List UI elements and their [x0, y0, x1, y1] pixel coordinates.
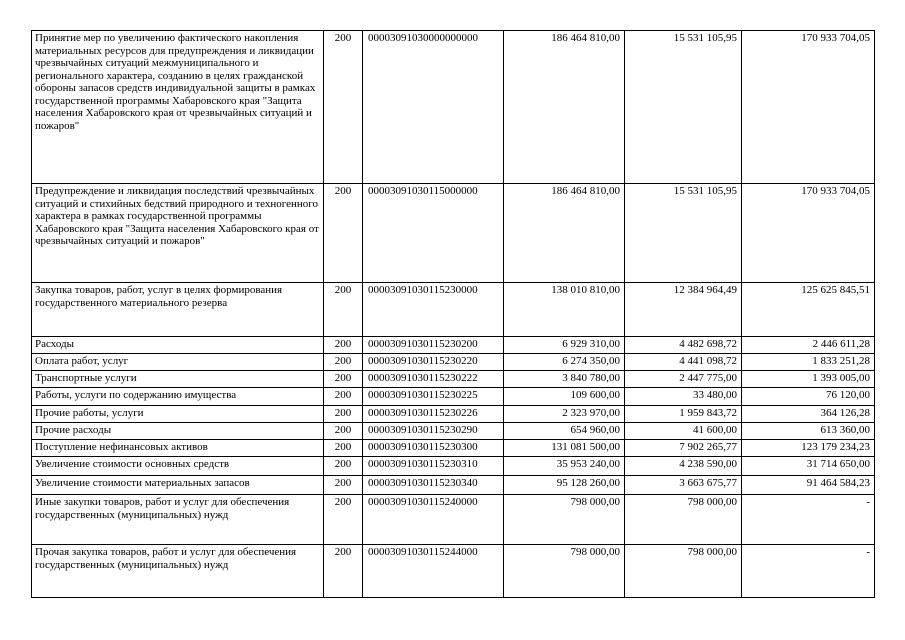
row-classification-code-cell: 00003091030115230300	[363, 440, 504, 457]
row-classification-code-cell: 00003091030115230310	[363, 457, 504, 476]
table-row	[32, 545, 875, 598]
row-code-cell: 200	[324, 184, 363, 283]
table-row	[32, 457, 875, 476]
row-remaining-cell: 125 625 845,51	[742, 283, 875, 337]
table-row	[32, 337, 875, 354]
row-code-cell: 200	[324, 371, 363, 388]
table-row	[32, 184, 875, 283]
row-code-cell: 200	[324, 388, 363, 406]
row-name-cell: Принятие мер по увеличению фактического накопления материальных ресурсов для предупреждения и ликвидации чрезвычайных ситуаций межмуниципального и регионального характера, созданию в целях гражданской обороны запасов средств индивидуальной защиты в рамках государственной программы Хабаровского края "Защита населения Хабаровского края от чрезвычайных ситуаций и пожаров"	[32, 31, 324, 184]
row-remaining-cell: 1 393 005,00	[742, 371, 875, 388]
row-planned-cell: 6 274 350,00	[504, 354, 625, 371]
row-name-cell: Прочие расходы	[32, 423, 324, 440]
row-classification-code-cell: 00003091030115230290	[363, 423, 504, 440]
row-classification-code-cell: 00003091030115230340	[363, 476, 504, 495]
table-row	[32, 283, 875, 337]
row-remaining-cell: 364 126,28	[742, 406, 875, 423]
row-planned-cell: 186 464 810,00	[504, 31, 625, 184]
row-classification-code-cell: 00003091030115000000	[363, 184, 504, 283]
table-row	[32, 495, 875, 545]
row-executed-cell: 7 902 265,77	[625, 440, 742, 457]
row-remaining-cell: 123 179 234,23	[742, 440, 875, 457]
row-executed-cell: 2 447 775,00	[625, 371, 742, 388]
row-remaining-cell: 76 120,00	[742, 388, 875, 406]
row-name-cell: Транспортные услуги	[32, 371, 324, 388]
row-code-cell: 200	[324, 406, 363, 423]
row-name-cell: Расходы	[32, 337, 324, 354]
row-remaining-cell: 170 933 704,05	[742, 184, 875, 283]
table-row	[32, 371, 875, 388]
row-executed-cell: 15 531 105,95	[625, 184, 742, 283]
row-executed-cell: 15 531 105,95	[625, 31, 742, 184]
row-executed-cell: 4 238 590,00	[625, 457, 742, 476]
row-planned-cell: 6 929 310,00	[504, 337, 625, 354]
row-planned-cell: 2 323 970,00	[504, 406, 625, 423]
row-code-cell: 200	[324, 476, 363, 495]
row-remaining-cell: 2 446 611,28	[742, 337, 875, 354]
row-planned-cell: 109 600,00	[504, 388, 625, 406]
row-name-cell: Увеличение стоимости основных средств	[32, 457, 324, 476]
row-classification-code-cell: 00003091030115230200	[363, 337, 504, 354]
row-remaining-cell: 91 464 584,23	[742, 476, 875, 495]
row-name-cell: Поступление нефинансовых активов	[32, 440, 324, 457]
row-code-cell: 200	[324, 545, 363, 598]
row-planned-cell: 186 464 810,00	[504, 184, 625, 283]
row-code-cell: 200	[324, 457, 363, 476]
row-remaining-cell: 31 714 650,00	[742, 457, 875, 476]
table-row	[32, 388, 875, 406]
row-planned-cell: 95 128 260,00	[504, 476, 625, 495]
row-executed-cell: 41 600,00	[625, 423, 742, 440]
row-planned-cell: 798 000,00	[504, 495, 625, 545]
row-name-cell: Оплата работ, услуг	[32, 354, 324, 371]
row-code-cell: 200	[324, 283, 363, 337]
table-row	[32, 406, 875, 423]
row-classification-code-cell: 00003091030115244000	[363, 545, 504, 598]
row-planned-cell: 798 000,00	[504, 545, 625, 598]
table-row	[32, 423, 875, 440]
row-name-cell: Работы, услуги по содержанию имущества	[32, 388, 324, 406]
row-name-cell: Прочая закупка товаров, работ и услуг для обеспечения государственных (муниципальных) нужд	[32, 545, 324, 598]
row-executed-cell: 3 663 675,77	[625, 476, 742, 495]
table-row	[32, 31, 875, 184]
row-executed-cell: 12 384 964,49	[625, 283, 742, 337]
row-code-cell: 200	[324, 31, 363, 184]
row-code-cell: 200	[324, 337, 363, 354]
row-executed-cell: 4 482 698,72	[625, 337, 742, 354]
row-remaining-cell: -	[742, 495, 875, 545]
row-code-cell: 200	[324, 354, 363, 371]
row-remaining-cell: 170 933 704,05	[742, 31, 875, 184]
row-name-cell: Иные закупки товаров, работ и услуг для обеспечения государственных (муниципальных) нужд	[32, 495, 324, 545]
budget-execution-table	[31, 30, 875, 598]
table-row	[32, 440, 875, 457]
row-planned-cell: 3 840 780,00	[504, 371, 625, 388]
row-classification-code-cell: 00003091030115240000	[363, 495, 504, 545]
row-planned-cell: 654 960,00	[504, 423, 625, 440]
row-planned-cell: 138 010 810,00	[504, 283, 625, 337]
row-name-cell: Увеличение стоимости материальных запасов	[32, 476, 324, 495]
row-code-cell: 200	[324, 423, 363, 440]
row-planned-cell: 131 081 500,00	[504, 440, 625, 457]
row-executed-cell: 4 441 098,72	[625, 354, 742, 371]
table-row	[32, 354, 875, 371]
row-code-cell: 200	[324, 495, 363, 545]
row-executed-cell: 798 000,00	[625, 495, 742, 545]
row-classification-code-cell: 00003091030000000000	[363, 31, 504, 184]
row-code-cell: 200	[324, 440, 363, 457]
table-body	[32, 31, 875, 598]
row-name-cell: Закупка товаров, работ, услуг в целях формирования государственного материального резерва	[32, 283, 324, 337]
row-classification-code-cell: 00003091030115230000	[363, 283, 504, 337]
row-classification-code-cell: 00003091030115230220	[363, 354, 504, 371]
row-name-cell: Прочие работы, услуги	[32, 406, 324, 423]
row-planned-cell: 35 953 240,00	[504, 457, 625, 476]
row-remaining-cell: 1 833 251,28	[742, 354, 875, 371]
row-classification-code-cell: 00003091030115230222	[363, 371, 504, 388]
table-row	[32, 476, 875, 495]
row-classification-code-cell: 00003091030115230226	[363, 406, 504, 423]
row-executed-cell: 1 959 843,72	[625, 406, 742, 423]
row-executed-cell: 33 480,00	[625, 388, 742, 406]
row-name-cell: Предупреждение и ликвидация последствий чрезвычайных ситуаций и стихийных бедствий природного и техногенного характера в рамках государственной программы Хабаровского края "Защита населения Хабаровского края от чрезвычайных ситуаций и пожаров"	[32, 184, 324, 283]
row-classification-code-cell: 00003091030115230225	[363, 388, 504, 406]
row-remaining-cell: 613 360,00	[742, 423, 875, 440]
row-executed-cell: 798 000,00	[625, 545, 742, 598]
row-remaining-cell: -	[742, 545, 875, 598]
